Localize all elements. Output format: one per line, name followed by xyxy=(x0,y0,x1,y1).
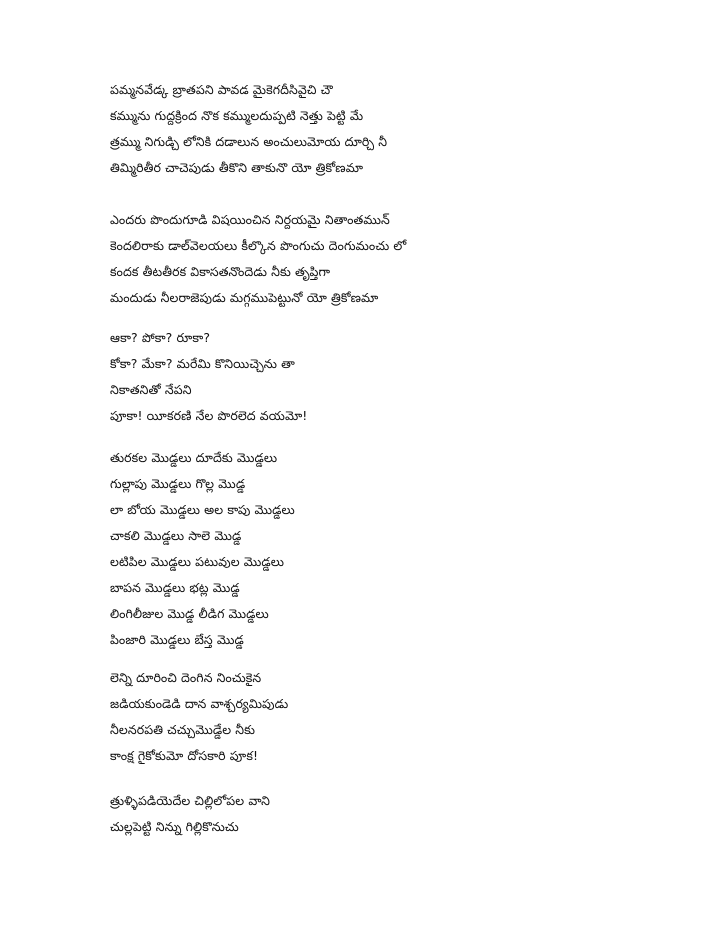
poem-line: కందక తీటతీరక వికాసతనొందెడు నీకు తృప్తిగా xyxy=(110,264,331,279)
poem-line: జడియకుండెడి దాన వాశ్చర్యమిపుడు xyxy=(110,696,289,711)
poem-line: తిమ్మిరితీర చాచెపుడు తీకొని తాకునొ యో త్రికోణమా xyxy=(110,160,364,175)
poem-line: పింజారి మొడ్డలు బేస్త మొడ్డ xyxy=(110,632,244,647)
poem-line: చాకలి మొడ్డలు సాలె మొడ్డ xyxy=(110,528,242,543)
stanza-5 xyxy=(110,665,630,769)
stanza-3 xyxy=(110,325,630,429)
poem-line: బాపన మొడ్డలు భట్ల మొడ్డ xyxy=(110,580,240,595)
poem-line: కాంక్ష గైకోకుమో దోసకారి పూక! xyxy=(110,748,259,763)
poem-line: లటిపిల మొడ్డలు పటువుల మొడ్డలు xyxy=(110,554,285,569)
poem-line: తురకల మొడ్డలు దూదేకు మొడ్డలు xyxy=(110,450,278,465)
stanza-1 xyxy=(110,77,630,181)
poem-line: పూకా! యీకరణి నేల పొరలెద వయమో! xyxy=(110,408,308,423)
poem-line: కోకా? మేకా? మరేమి కొనియిచ్చెను తా xyxy=(110,356,295,371)
poem-line: కెందలిరాకు డాల్‌వెలయలు కీల్కొన పొంగుచు దెంగుమంచు లో xyxy=(110,238,407,253)
poem-line: నీలనరపతి చచ్చుమొడ్డేల నీకు xyxy=(110,722,256,737)
poem-line: త్రమ్ము నిగుడ్చి లోనికి దడాలున అంచులుమోయ దూర్చి నీ xyxy=(110,134,388,149)
poem-line: లింగిలీజుల మొడ్డ లీడిగ మొడ్డలు xyxy=(110,606,269,621)
stanza-6 xyxy=(110,788,630,840)
poem-line: గుల్లాపు మొడ్డలు గొల్ల మొడ్డ xyxy=(110,476,246,491)
poem-line: లెన్ని దూరించి దెంగిన నించుకైన xyxy=(110,670,262,685)
stanza-2 xyxy=(110,207,630,311)
poem-line: ఎందరు పొందుగూడి విషయించిన నిర్దయమై నితాంతమున్ xyxy=(110,212,390,227)
poem-line: త్రుళ్ళిపడియెదేల చిల్లిలోపల వాని xyxy=(110,793,271,808)
poem-line: మందుడు నీలరాజెపుడు మగ్గముపెట్టునో యో త్రికోణమా xyxy=(110,290,379,305)
poem-line: కమ్మును గుద్దక్రింద నొక కమ్ములదుప్పటి నెత్తు పెట్టి మే xyxy=(110,108,364,123)
poem-line: పమ్మనవేడ్క బ్రాతపని పావడ మైకెగదీసివైచి చౌ xyxy=(110,82,333,97)
poem-line: ఆకా? పోకా? రూకా? xyxy=(110,330,211,345)
poem-line: నికాతనితో నేపని xyxy=(110,382,192,397)
poem-line: చుల్లపెట్టి నిన్ను గిల్లికొనుచు xyxy=(110,819,239,834)
stanza-4 xyxy=(110,445,630,653)
poem-line: లా బోయ మొడ్డలు అల కాపు మొడ్డలు xyxy=(110,502,295,517)
